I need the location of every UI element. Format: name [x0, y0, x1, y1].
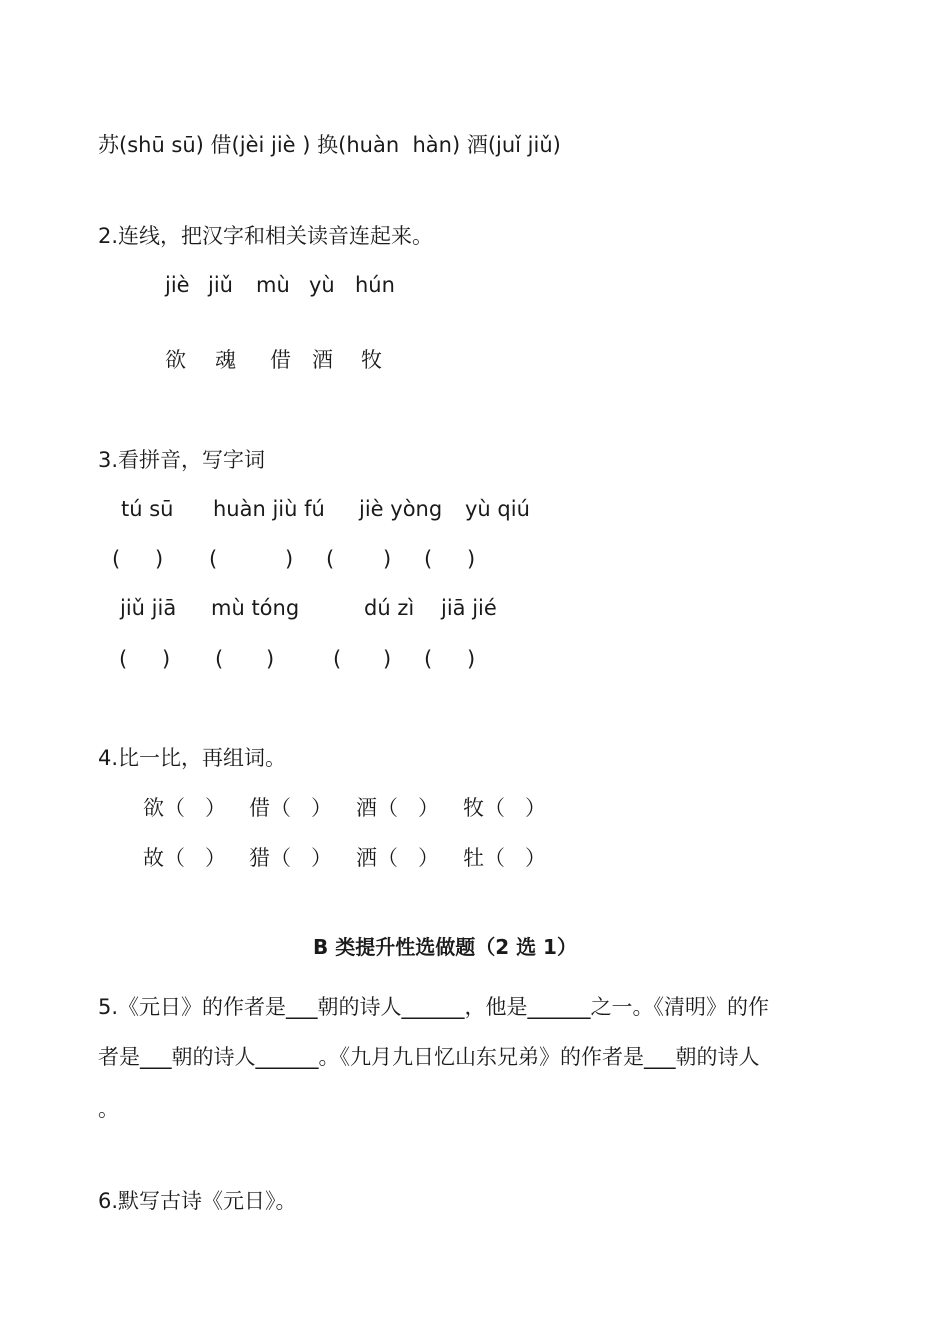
q1-line: 苏(shū sū) 借(jèi jiè ) 换(huàn hàn) 酒(juǐ jiǔ): [98, 133, 561, 157]
q5-line-1: 5.《元日》的作者是___朝的诗人______，他是______之一。《清明》的作: [98, 995, 770, 1019]
paren-open: (: [424, 647, 433, 671]
q2-char-1: 欲: [165, 348, 186, 372]
q4-item: 猎（ ）: [249, 846, 333, 870]
q5-line-3: 。: [98, 1097, 119, 1121]
q3-pinyin-4: yù qiú: [465, 497, 530, 521]
paren-close: ): [162, 647, 171, 671]
paren-close: ): [155, 547, 164, 571]
q4-item: 牡（ ）: [463, 846, 547, 870]
section-b-heading: B 类提升性选做题（2 选 1）: [313, 935, 577, 959]
q4-item: 洒（ ）: [356, 846, 440, 870]
q3-pinyin-5: jiǔ jiā: [120, 596, 177, 620]
paren-close: ): [383, 647, 392, 671]
paren-open: (: [209, 547, 218, 571]
paren-open: (: [424, 547, 433, 571]
q5-line-2: 者是___朝的诗人______。《九月九日忆山东兄弟》的作者是___朝的诗人: [98, 1045, 760, 1069]
q2-pinyin-1: jiè: [165, 273, 190, 297]
paren-close: ): [467, 647, 476, 671]
q3-pinyin-2: huàn jiù fú: [213, 497, 325, 521]
q4-item: 故（ ）: [143, 846, 227, 870]
q2-pinyin-4: yù: [309, 273, 335, 297]
q4-item: 欲（ ）: [143, 796, 227, 820]
q2-pinyin-3: mù: [256, 273, 290, 297]
q3-pinyin-7: dú zì: [364, 596, 415, 620]
q2-char-3: 借: [270, 348, 291, 372]
q2-pinyin-5: hún: [355, 273, 395, 297]
q3-title: 3.看拼音，写字词: [98, 448, 266, 472]
paren-open: (: [326, 547, 335, 571]
q3-pinyin-3: jiè yòng: [359, 497, 443, 521]
q6-title: 6.默写古诗《元日》。: [98, 1189, 297, 1213]
q2-char-4: 酒: [312, 348, 333, 372]
q3-pinyin-1: tú sū: [121, 497, 174, 521]
paren-close: ): [383, 547, 392, 571]
paren-open: (: [112, 547, 121, 571]
paren-close: ): [266, 647, 275, 671]
q2-char-2: 魂: [215, 348, 236, 372]
q4-title: 4.比一比，再组词。: [98, 746, 287, 770]
q2-title: 2.连线，把汉字和相关读音连起来。: [98, 224, 434, 248]
paren-close: ): [467, 547, 476, 571]
q4-item: 酒（ ）: [356, 796, 440, 820]
q3-pinyin-8: jiā jié: [441, 596, 497, 620]
q3-pinyin-6: mù tóng: [211, 596, 300, 620]
paren-open: (: [215, 647, 224, 671]
q2-char-5: 牧: [361, 348, 382, 372]
q2-pinyin-2: jiǔ: [208, 273, 233, 297]
q4-item: 牧（ ）: [463, 796, 547, 820]
q4-item: 借（ ）: [249, 796, 333, 820]
paren-open: (: [119, 647, 128, 671]
paren-close: ): [285, 547, 294, 571]
paren-open: (: [333, 647, 342, 671]
